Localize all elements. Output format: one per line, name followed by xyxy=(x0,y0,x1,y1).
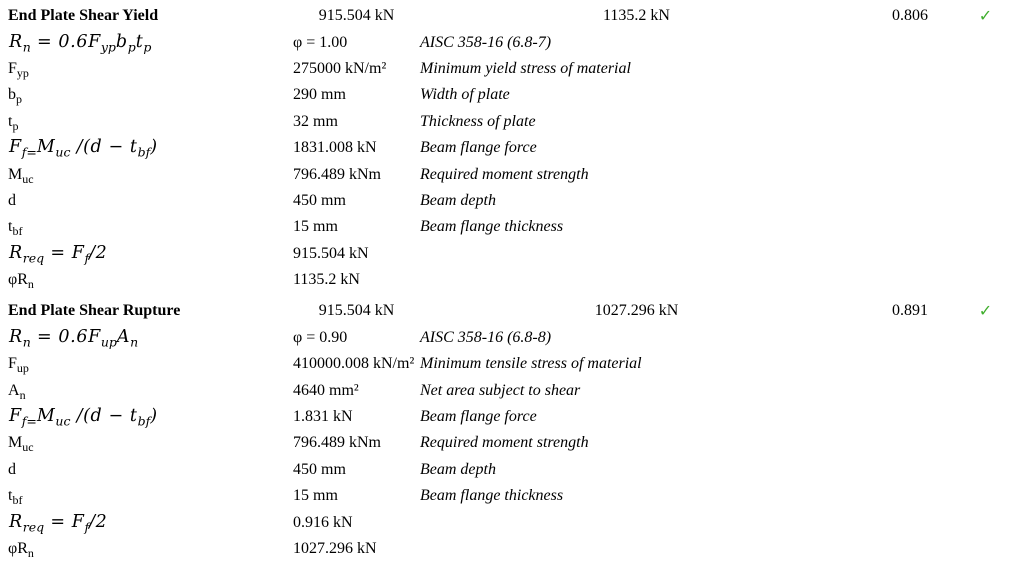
parameter-row xyxy=(0,457,1019,483)
parameter-row xyxy=(0,377,1019,403)
parameter-value: 450 mm xyxy=(293,191,346,209)
capacity-value: 1135.2 kN xyxy=(603,7,670,25)
parameter-value: 1027.296 kN xyxy=(293,540,377,557)
formula-label: $R_n = 0.6F_{up}A_n$ xyxy=(9,327,139,350)
parameter-value: 796.489 kNm xyxy=(293,165,381,183)
parameter-value: 1831.008 kN xyxy=(293,139,377,157)
parameter-row xyxy=(0,325,1019,351)
parameter-value: φ = 0.90 xyxy=(293,328,348,346)
symbol-label: $\varphi R_n$ xyxy=(8,271,34,292)
parameter-row xyxy=(0,82,1019,108)
formula-label: $R_{req} = F_f/2$ xyxy=(9,511,108,535)
parameter-value: 275000 kN/m² xyxy=(293,59,387,77)
status-cell xyxy=(930,5,1019,25)
parameter-value: 15 mm xyxy=(293,487,338,505)
parameter-value: 4640 mm² xyxy=(293,381,359,399)
parameter-value: 450 mm xyxy=(293,460,346,478)
check-pass-icon: ✓ xyxy=(978,300,993,320)
formula-label: $F_{f=}M_{uc}$ $/(d - t_{bf})$ xyxy=(9,137,158,160)
parameter-value: 1135.2 kN xyxy=(293,271,360,289)
parameter-value: 796.489 kNm xyxy=(293,434,381,452)
symbol-label: $F_{yp}$ xyxy=(8,59,29,81)
parameter-description: Minimum yield stress of material xyxy=(420,59,631,77)
symbol-label: $F_{up}$ xyxy=(8,355,29,376)
formula-label: $R_{req} = F_f/2$ xyxy=(9,242,108,266)
parameter-value: 32 mm xyxy=(293,112,338,130)
parameter-description: Required moment strength xyxy=(420,434,589,452)
symbol-label: $M_{uc}$ xyxy=(8,434,34,455)
parameter-row xyxy=(0,430,1019,456)
parameter-description: Beam depth xyxy=(420,460,496,478)
parameter-row xyxy=(0,509,1019,535)
parameter-description: Beam flange thickness xyxy=(420,487,564,505)
symbol-label: d xyxy=(8,191,16,209)
formula-label: $F_{f=}M_{uc}$ $/(d - t_{bf})$ xyxy=(9,406,158,429)
symbol-label: $t_{bf}$ xyxy=(8,487,23,508)
parameter-description: Width of plate xyxy=(420,86,510,104)
capacity-value: 1027.296 kN xyxy=(594,302,679,320)
symbol-label: d xyxy=(8,460,16,478)
parameter-row xyxy=(0,109,1019,135)
utilization-ratio: 0.891 xyxy=(892,302,928,320)
parameter-row xyxy=(0,214,1019,240)
parameter-value: 15 mm xyxy=(293,218,338,236)
status-cell xyxy=(930,300,1019,320)
demand-value: 915.504 kN xyxy=(318,302,395,320)
parameter-row xyxy=(0,267,1019,293)
parameter-description: Net area subject to shear xyxy=(420,381,581,399)
parameter-row xyxy=(0,56,1019,82)
parameter-description: Beam flange force xyxy=(420,139,537,157)
parameter-description: AISC 358-16 (6.8-7) xyxy=(420,33,552,51)
parameter-row xyxy=(0,536,1019,562)
parameter-row xyxy=(0,29,1019,55)
check-section-1 xyxy=(0,3,1019,293)
formula-label: $R_n = 0.6F_{yp}b_pt_p$ xyxy=(9,31,152,55)
parameter-row xyxy=(0,241,1019,267)
parameter-value: 0.916 kN xyxy=(293,513,353,531)
check-title: End Plate Shear Yield xyxy=(8,7,159,25)
parameter-description: Beam flange force xyxy=(420,408,537,426)
parameter-value: φ = 1.00 xyxy=(293,33,348,51)
parameter-row xyxy=(0,404,1019,430)
demand-value: 915.504 kN xyxy=(318,7,395,25)
parameter-row xyxy=(0,188,1019,214)
symbol-label: $b_p$ xyxy=(8,86,22,107)
parameter-row xyxy=(0,351,1019,377)
parameter-row xyxy=(0,161,1019,187)
parameter-value: 290 mm xyxy=(293,86,346,104)
parameter-value: 1.831 kN xyxy=(293,408,353,426)
symbol-label: $M_{uc}$ xyxy=(8,165,34,186)
parameter-description: Minimum tensile stress of material xyxy=(420,355,642,373)
check-pass-icon: ✓ xyxy=(978,5,993,25)
check-summary-row xyxy=(0,298,1019,324)
parameter-description: Required moment strength xyxy=(420,165,589,183)
symbol-label: $A_n$ xyxy=(8,381,26,402)
parameter-value: 410000.008 kN/m² xyxy=(293,355,415,373)
symbol-label: $t_{bf}$ xyxy=(8,218,23,239)
check-title: End Plate Shear Rupture xyxy=(8,302,181,320)
parameter-description: Beam flange thickness xyxy=(420,218,564,236)
parameter-description: AISC 358-16 (6.8-8) xyxy=(420,328,552,346)
symbol-label: $t_p$ xyxy=(8,112,19,133)
check-summary-row xyxy=(0,3,1019,29)
symbol-label: $\varphi R_n$ xyxy=(8,540,34,561)
parameter-description: Thickness of plate xyxy=(420,112,536,130)
parameter-value: 915.504 kN xyxy=(293,244,369,262)
parameter-row xyxy=(0,483,1019,509)
parameter-row xyxy=(0,135,1019,161)
parameter-description: Beam depth xyxy=(420,191,496,209)
check-section-2 xyxy=(0,298,1019,562)
utilization-ratio: 0.806 xyxy=(892,7,928,25)
